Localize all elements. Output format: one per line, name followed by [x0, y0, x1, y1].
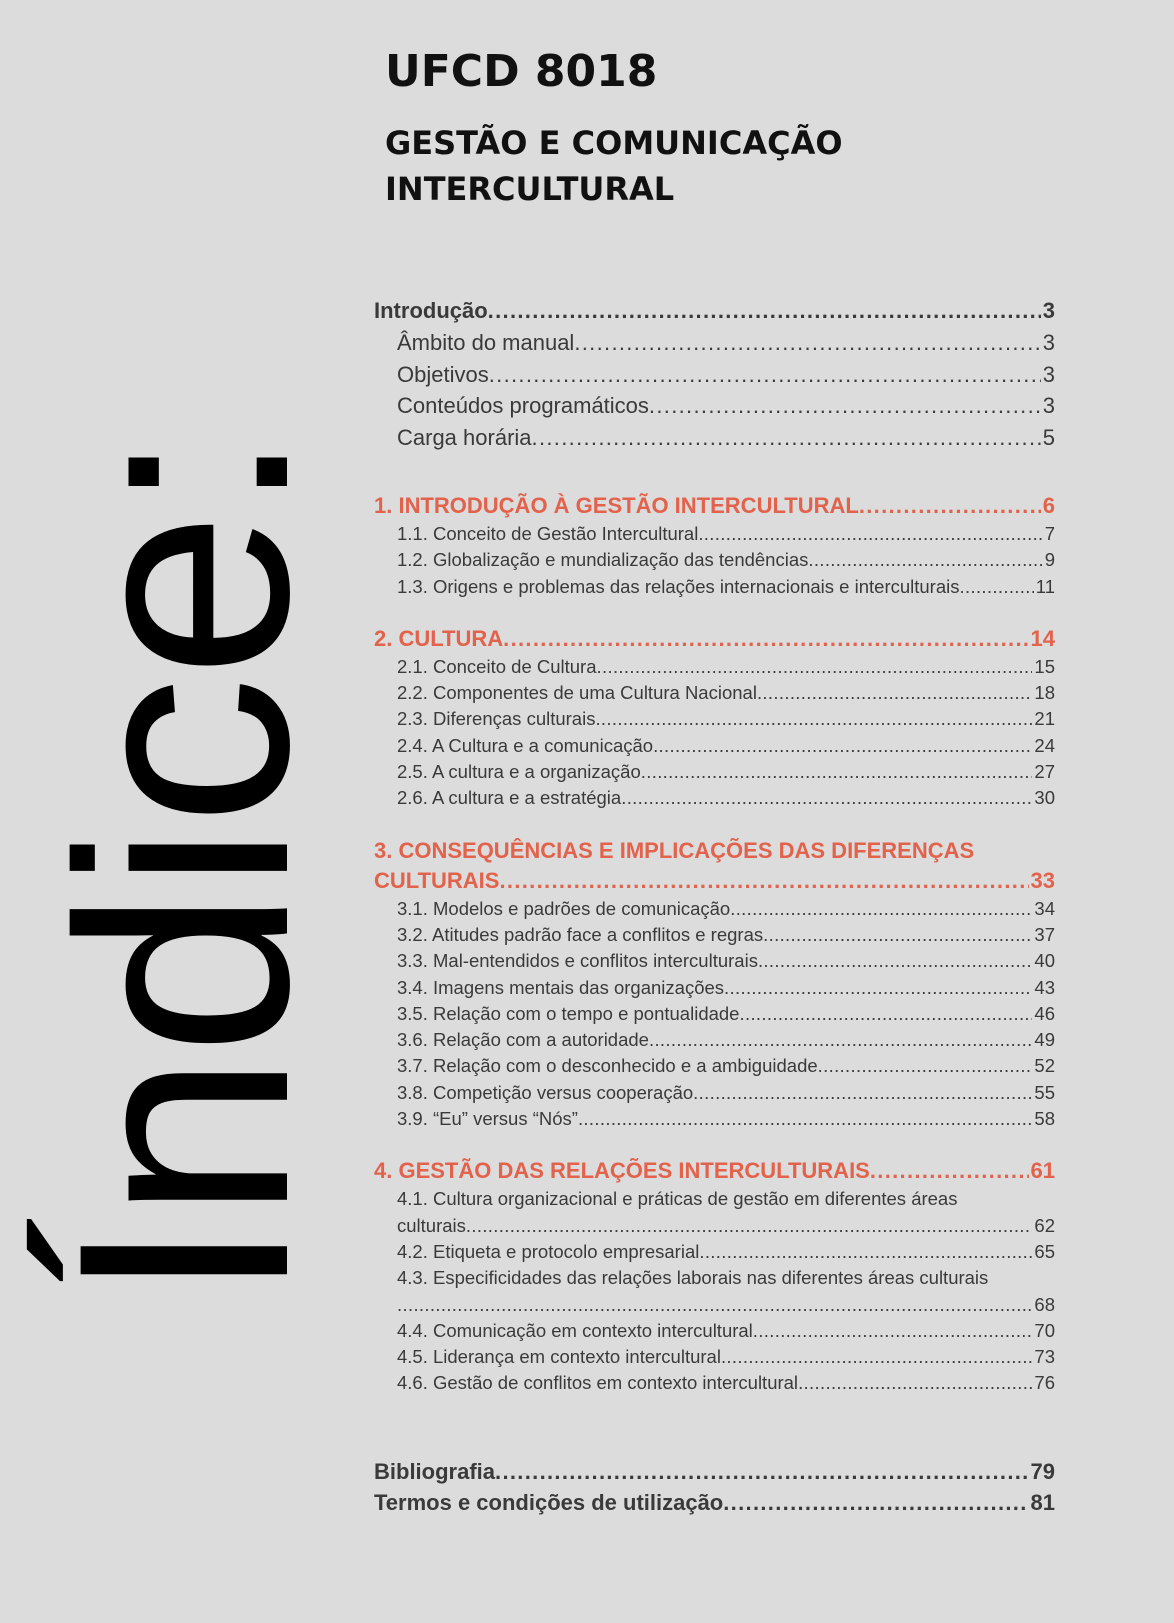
table-of-contents — [374, 298, 1055, 1521]
toc-entry-label: 3.7. Relação com o desconhecido e a ambiguidade — [397, 1055, 818, 1077]
toc-leader-dots — [763, 924, 1032, 946]
toc-chapter-page: 14 — [1030, 625, 1055, 651]
toc-entry-label: 3.3. Mal-entendidos e conflitos interculturais — [397, 950, 758, 972]
toc-entry-label: 1.2. Globalização e mundialização das tendências — [397, 549, 809, 571]
toc-entry-label: Carga horária — [397, 424, 532, 450]
toc-chapter-label: 4. GESTÃO DAS RELAÇÕES INTERCULTURAIS — [374, 1158, 870, 1184]
course-code: UFCD 8018 — [385, 46, 658, 97]
toc-entry-label: 1.3. Origens e problemas das relações internacionais e interculturais — [397, 575, 960, 597]
toc-leader-dots — [649, 1029, 1032, 1051]
toc-entry-page: 73 — [1034, 1346, 1055, 1368]
toc-entry[interactable] — [374, 1346, 1055, 1372]
toc-entry-4-1-line-1[interactable]: 4.1. Cultura organizacional e práticas de gestão em diferentes áreas — [397, 1188, 958, 1210]
toc-entry[interactable] — [374, 576, 1055, 602]
toc-leader-dots — [699, 1241, 1032, 1263]
toc-entry-termos[interactable] — [374, 1490, 1055, 1521]
toc-leader-dots — [574, 330, 1040, 356]
toc-entry-page: 52 — [1034, 1055, 1055, 1077]
toc-entry-page: 15 — [1034, 655, 1055, 677]
toc-entry-page: 81 — [1030, 1489, 1055, 1515]
toc-leader-dots — [730, 898, 1032, 920]
toc-entry-page: 58 — [1034, 1108, 1055, 1130]
toc-leader-dots — [698, 523, 1042, 545]
toc-entry-label: Conteúdos programáticos — [397, 393, 649, 418]
toc-entry[interactable] — [374, 898, 1055, 924]
course-title-line-1: GESTÃO E COMUNICAÇÃO — [385, 124, 843, 162]
toc-entry-label: 4.2. Etiqueta e protocolo empresarial — [397, 1240, 700, 1262]
toc-entry-page: 3 — [1042, 298, 1055, 323]
toc-leader-dots — [818, 1055, 1033, 1077]
toc-leader-dots — [808, 549, 1042, 571]
toc-leader-dots — [578, 1108, 1032, 1130]
toc-entry-page: 5 — [1042, 424, 1055, 450]
toc-leader-dots — [595, 708, 1032, 730]
toc-entry-page: 65 — [1034, 1240, 1055, 1262]
toc-leader-dots — [859, 493, 1041, 519]
toc-chapter-page: 33 — [1030, 867, 1055, 893]
toc-entry[interactable] — [374, 393, 1055, 425]
toc-entry-label: 3.1. Modelos e padrões de comunicação — [397, 897, 731, 919]
toc-leader-dots — [466, 1215, 1033, 1237]
toc-entry[interactable] — [374, 708, 1055, 734]
toc-chapter-1[interactable] — [374, 493, 1055, 523]
toc-entry-4-3[interactable] — [374, 1294, 1055, 1320]
toc-leader-dots — [653, 735, 1032, 757]
toc-entry-label: 2.4. A Cultura e a comunicação — [397, 734, 654, 756]
toc-entry-page: 27 — [1034, 761, 1055, 783]
toc-entry-page: 43 — [1034, 976, 1055, 998]
toc-entry[interactable] — [374, 950, 1055, 976]
toc-entry-page: 79 — [1030, 1458, 1055, 1484]
toc-leader-dots — [621, 787, 1032, 809]
toc-entry-page: 3 — [1042, 361, 1055, 387]
toc-entry-page: 49 — [1034, 1029, 1055, 1051]
toc-entry-page: 62 — [1034, 1214, 1055, 1236]
toc-entry-page: 3 — [1042, 330, 1055, 355]
toc-entry-label: culturais — [397, 1214, 466, 1236]
toc-leader-dots — [757, 682, 1032, 704]
toc-entry-page: 37 — [1034, 923, 1055, 945]
toc-leader-dots — [758, 950, 1032, 972]
toc-entry-label: 2.5. A cultura e a organização — [397, 761, 641, 783]
toc-leader-dots — [798, 1372, 1032, 1394]
toc-entry-label: Introdução — [374, 298, 488, 323]
toc-entry-page: 76 — [1034, 1372, 1055, 1394]
toc-entry[interactable] — [374, 330, 1055, 362]
toc-chapter-label: CULTURAIS — [374, 867, 500, 893]
toc-entry-page: 18 — [1034, 682, 1055, 704]
toc-entry-bibliografia[interactable] — [374, 1459, 1055, 1490]
toc-chapter-3-line-1[interactable]: 3. CONSEQUÊNCIAS E IMPLICAÇÕES DAS DIFERENÇAS — [374, 837, 975, 863]
toc-entry-page: 40 — [1034, 950, 1055, 972]
toc-leader-dots — [739, 1003, 1032, 1025]
toc-leader-dots — [499, 868, 1028, 894]
toc-entry-label: 2.2. Componentes de uma Cultura Nacional — [397, 682, 757, 704]
toc-entry[interactable] — [374, 761, 1055, 787]
toc-entry[interactable] — [374, 1108, 1055, 1134]
toc-leader-dots — [870, 1158, 1029, 1184]
toc-entry-label: 4.5. Liderança em contexto intercultural — [397, 1346, 721, 1368]
toc-entry[interactable] — [374, 977, 1055, 1003]
toc-entry[interactable] — [374, 1055, 1055, 1081]
toc-leader-dots — [397, 1294, 1032, 1316]
toc-entry-label: 2.3. Diferenças culturais — [397, 708, 596, 730]
toc-chapter-page: 61 — [1030, 1158, 1055, 1184]
toc-leader-dots — [723, 1490, 1028, 1516]
toc-entry-page: 24 — [1034, 734, 1055, 756]
toc-entry-label: Bibliografia — [374, 1458, 496, 1484]
toc-leader-dots — [532, 425, 1041, 451]
toc-chapter-2[interactable] — [374, 626, 1055, 656]
toc-entry[interactable] — [374, 1372, 1055, 1398]
toc-entry-page: 30 — [1034, 787, 1055, 809]
toc-leader-dots — [753, 1320, 1033, 1342]
toc-entry-4-3-line-1[interactable]: 4.3. Especificidades das relações laborais nas diferentes áreas culturais — [397, 1267, 989, 1289]
toc-entry-label: 4.4. Comunicação em contexto intercultural — [397, 1319, 753, 1341]
toc-leader-dots — [960, 576, 1034, 598]
toc-leader-dots — [503, 626, 1028, 652]
toc-entry-label: Âmbito do manual — [397, 330, 575, 355]
course-title — [385, 120, 843, 212]
toc-entry[interactable] — [374, 1082, 1055, 1108]
toc-entry[interactable] — [374, 1320, 1055, 1346]
toc-entry-page: 46 — [1034, 1002, 1055, 1024]
vertical-index-title: Índice: — [15, 432, 351, 1302]
toc-chapter-4[interactable] — [374, 1158, 1055, 1188]
toc-entry-page: 70 — [1034, 1319, 1055, 1341]
toc-entry[interactable] — [374, 682, 1055, 708]
toc-entry-label: 3.9. “Eu” versus “Nós” — [397, 1108, 578, 1130]
toc-entry-label: 2.1. Conceito de Cultura — [397, 655, 597, 677]
toc-entry-label: Objetivos — [397, 361, 489, 387]
toc-entry[interactable] — [374, 523, 1055, 549]
toc-entry-page: 34 — [1034, 897, 1055, 919]
document-header — [385, 40, 843, 212]
toc-chapter-label: 2. CULTURA — [374, 625, 504, 651]
toc-entry[interactable] — [374, 1241, 1055, 1267]
toc-entry-label: 2.6. A cultura e a estratégia — [397, 787, 622, 809]
toc-leader-dots — [641, 761, 1033, 783]
toc-entry-page: 9 — [1044, 549, 1055, 571]
toc-entry-label: 3.4. Imagens mentais das organizações — [397, 976, 725, 998]
toc-chapter-page: 6 — [1042, 493, 1055, 518]
toc-entry-4-1[interactable] — [374, 1215, 1055, 1241]
toc-chapter-3[interactable] — [374, 868, 1055, 898]
toc-chapter-label: 1. INTRODUÇÃO À GESTÃO INTERCULTURAL — [374, 493, 859, 518]
toc-entry-page: 7 — [1044, 523, 1055, 544]
toc-leader-dots — [693, 1082, 1032, 1104]
toc-entry-label: 3.8. Competição versus cooperação — [397, 1081, 694, 1103]
toc-entry-label: 3.6. Relação com a autoridade — [397, 1029, 649, 1051]
toc-entry[interactable] — [374, 656, 1055, 682]
toc-entry-label: 1.1. Conceito de Gestão Intercultural — [397, 523, 699, 544]
toc-leader-dots — [721, 1346, 1032, 1368]
toc-entry-page: 55 — [1034, 1081, 1055, 1103]
toc-entry[interactable] — [374, 362, 1055, 394]
toc-leader-dots — [488, 298, 1041, 324]
toc-entry[interactable] — [374, 549, 1055, 575]
toc-entry-page: 11 — [1035, 575, 1055, 597]
toc-entry[interactable] — [374, 1029, 1055, 1055]
toc-entry-page: 21 — [1034, 708, 1055, 730]
toc-leader-dots — [489, 362, 1041, 388]
toc-leader-dots — [495, 1459, 1029, 1485]
toc-entry-label: 4.6. Gestão de conflitos em contexto intercultural — [397, 1372, 799, 1394]
toc-entry-label: 3.2. Atitudes padrão face a conflitos e regras — [397, 923, 764, 945]
course-title-line-2: INTERCULTURAL — [385, 170, 675, 208]
toc-entry[interactable] — [374, 1003, 1055, 1029]
toc-entry-page: 3 — [1042, 393, 1055, 418]
toc-entry-label: 3.5. Relação com o tempo e pontualidade — [397, 1002, 740, 1024]
toc-entry[interactable] — [374, 425, 1055, 457]
toc-leader-dots — [724, 977, 1032, 999]
toc-entry[interactable] — [374, 787, 1055, 813]
toc-entry-page: 68 — [1034, 1293, 1055, 1315]
toc-leader-dots — [649, 393, 1041, 419]
toc-entry-label: Termos e condições de utilização — [374, 1489, 724, 1515]
toc-entry[interactable] — [374, 735, 1055, 761]
toc-entry[interactable] — [374, 924, 1055, 950]
toc-leader-dots — [597, 656, 1033, 678]
toc-entry-introducao[interactable] — [374, 298, 1055, 330]
